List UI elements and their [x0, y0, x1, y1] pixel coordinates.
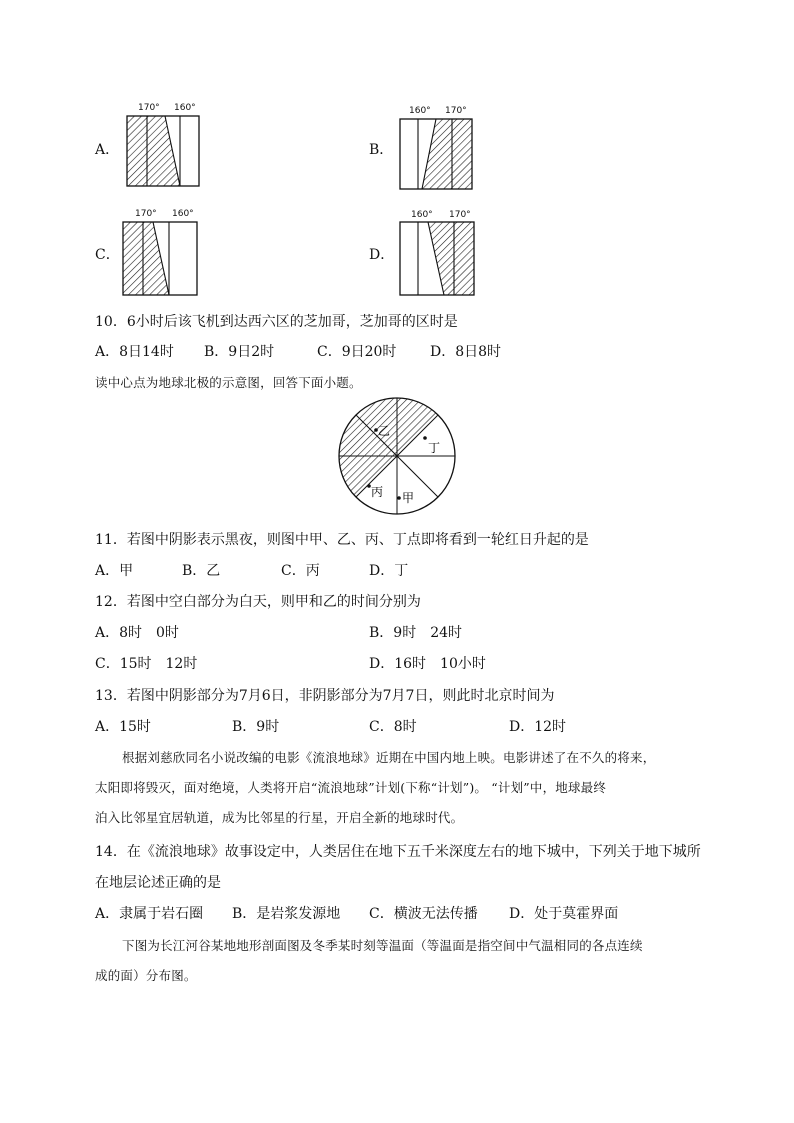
q11-option-d[interactable]: D．丁: [369, 563, 409, 579]
q14-option-c[interactable]: C．横波无法传播: [369, 906, 478, 922]
point-ding-label: 丁: [428, 441, 441, 455]
question-13-stem: 13．若图中阴影部分为7月6日，非阴影部分为7月7日，则此时北京时间为: [95, 688, 555, 704]
option-d-degree-left: 160°: [411, 210, 433, 220]
q10-option-c[interactable]: C．9日20时: [317, 344, 397, 360]
passage-1-line-2: 太阳即将毁灭，面对绝境，人类将开启“流浪地球”计划(下称“计划”)。 “计划”中，地球最终: [95, 780, 607, 795]
question-11-stem: 11．若图中阴影表示黑夜，则图中甲、乙、丙、丁点即将看到一轮红日升起的是: [95, 532, 589, 548]
passage-2-line-1: 下图为长江河谷某地地形剖面图及冬季某时刻等温面（等温面是指空间中气温相同的各点连续: [122, 938, 643, 953]
q13-option-a[interactable]: A．15时: [95, 719, 151, 735]
option-d-letter: D．: [369, 247, 395, 263]
option-b-diagram: [400, 119, 472, 191]
point-jia-marker: [397, 496, 401, 500]
option-c-degree-right: 160°: [172, 209, 194, 219]
q10-option-b[interactable]: B．9日2时: [204, 344, 275, 360]
q11-option-a[interactable]: A．甲: [95, 563, 134, 579]
passage-1-line-1: 根据刘慈欣同名小说改编的电影《流浪地球》近期在中国内地上映。电影讲述了在不久的将来，: [122, 750, 656, 765]
option-a-degree-left: 170°: [138, 103, 160, 113]
point-jia-label: 甲: [402, 491, 415, 505]
passage-1-line-3: 泊入比邻星宜居轨道，成为比邻星的行星，开启全新的地球时代。: [95, 810, 464, 825]
q13-option-d[interactable]: D．12时: [509, 719, 567, 735]
option-b-degree-right: 170°: [445, 106, 467, 116]
option-d-diagram: [400, 222, 474, 296]
point-bing-label: 丙: [371, 485, 384, 499]
question-12-stem: 12．若图中空白部分为白天，则甲和乙的时间分别为: [95, 594, 421, 610]
q11-option-b[interactable]: B．乙: [182, 563, 221, 579]
question-14-stem-line-2: 在地层论述正确的是: [95, 875, 221, 891]
option-a-degree-right: 160°: [174, 103, 196, 113]
q14-option-a[interactable]: A．隶属于岩石圈: [95, 906, 204, 922]
q14-option-b[interactable]: B．是岩浆发源地: [232, 906, 341, 922]
option-c-diagram: [123, 222, 197, 296]
q12-option-a[interactable]: A．8时 0时: [95, 625, 179, 641]
q11-option-c[interactable]: C．丙: [281, 563, 320, 579]
question-14-stem-line-1: 14．在《流浪地球》故事设定中，人类居住在地下五千米深度左右的地下城中，下列关于地下城所: [95, 844, 701, 860]
option-b-letter: B．: [369, 142, 394, 158]
q10-option-d[interactable]: D．8日8时: [430, 344, 502, 360]
question-10-stem: 10．6小时后该飞机到达西六区的芝加哥，芝加哥的区时是: [95, 314, 458, 330]
option-b-degree-left: 160°: [409, 106, 431, 116]
option-d-degree-right: 170°: [449, 210, 471, 220]
q10-option-a[interactable]: A．8日14时: [95, 344, 174, 360]
q14-option-d[interactable]: D．处于莫霍界面: [509, 906, 619, 922]
polar-intro: 读中心点为地球北极的示意图，回答下面小题。: [95, 375, 362, 390]
option-c-degree-left: 170°: [135, 209, 157, 219]
point-ding-marker: [423, 436, 427, 440]
north-pole-diagram: [338, 397, 456, 515]
q13-option-b[interactable]: B．9时: [232, 719, 280, 735]
q13-option-c[interactable]: C．8时: [369, 719, 417, 735]
option-a-diagram: [127, 116, 199, 188]
point-yi-label: 乙: [378, 424, 391, 438]
q12-option-d[interactable]: D．16时 10小时: [369, 656, 486, 672]
option-a-letter: A．: [95, 142, 120, 158]
q12-option-b[interactable]: B．9时 24时: [369, 625, 463, 641]
q12-option-c[interactable]: C．15时 12时: [95, 656, 198, 672]
passage-2-line-2: 成的面）分布图。: [95, 968, 197, 983]
option-c-letter: C．: [95, 247, 120, 263]
